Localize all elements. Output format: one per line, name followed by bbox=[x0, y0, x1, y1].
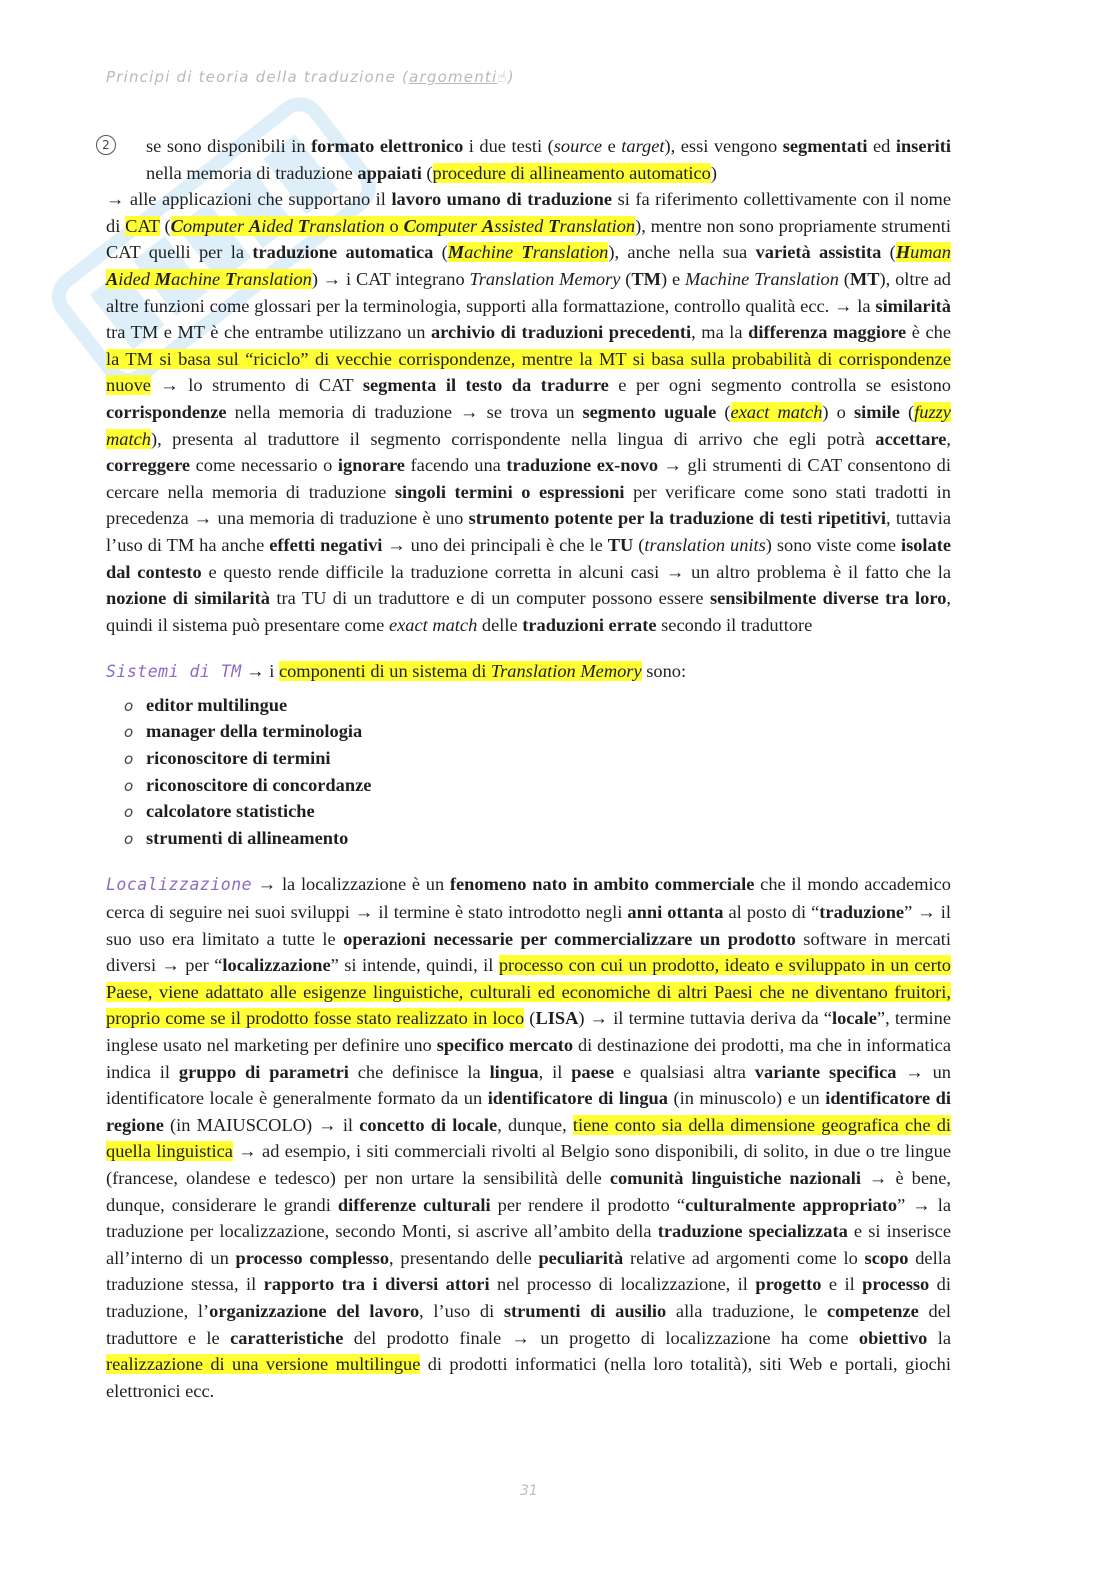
circle-bullet-icon: o bbox=[124, 750, 134, 769]
localizzazione-text: → la localizzazione è un fenomeno nato in ambito commerciale che il mondo accademico cerca di seguire nei suoi sviluppi → il termine è stato introdotto negli anni ottanta al posto di “traduzione” → il suo uso era limitato a tutte le operazioni necessarie per commercializzare un prodotto software in mercati diversi → per “localizzazione” si intende, quindi, il processo con cui un prodotto, ideato e sviluppato in un certo Paese, viene adattato alle esigenze linguistiche, culturali ed economiche di altri Paesi che ne diventano fruitori, proprio come se il prodotto fosse stato realizzato in loco (LISA) → il termine tuttavia deriva da “locale”, termine inglese usato nel marketing per definire uno specifico mercato di destinazione dei prodotti, ma che in informatica indica il gruppo di parametri che definisce la lingua, il paese e qualsiasi altra variante specifica → un identificatore locale è generalmente formato da un identificatore di lingua (in minuscolo) e un identificatore di regione (in MAIUSCOLO) → il concetto di locale, dunque, tiene conto sia della dimensione geografica che di quella linguistica → ad esempio, i siti commerciali rivolti al Belgio sono disponibili, di solito, in due o tre lingue (francese, olandese e tedesco) per non urtare la sensibilità delle comunità linguistiche nazionali → è bene, dunque, considerare le grandi differenze culturali per rendere il prodotto “culturalmente appropriato” → la traduzione per localizzazione, secondo Monti, si ascrive all’ambito della traduzione specializzata e si inserisce all’interno di un processo complesso, presentando delle peculiarità relative ad argomenti come lo scopo della traduzione stessa, il rapporto tra i diversi attori nel processo di localizzazione, il progetto e il processo di traduzione, l’organizzazione del lavoro, l’uso di strumenti di ausilio alla traduzione, le competenze del traduttore e le caratteristiche del prodotto finale → un progetto di localizzazione ha come obiettivo la realizzazione di una versione multilingue di prodotti informatici (nella loro totalità), siti Web e portali, giochi elettronici ecc. bbox=[106, 874, 952, 1401]
list-item bbox=[124, 772, 951, 799]
circle-bullet-icon: o bbox=[124, 723, 134, 742]
circle-bullet-icon: o bbox=[124, 829, 134, 848]
page-header bbox=[106, 68, 515, 86]
numbered-paragraph bbox=[102, 133, 952, 186]
circle-bullet-icon: o bbox=[124, 696, 134, 715]
paragraph-number-badge: 2 bbox=[96, 135, 116, 155]
circle-bullet-icon: o bbox=[124, 803, 134, 822]
list-item-text: strumenti di allineamento bbox=[146, 827, 349, 848]
page-number: 31 bbox=[520, 1483, 538, 1499]
paragraph-localizzazione bbox=[106, 871, 951, 1404]
list-item-text: manager della terminologia bbox=[146, 721, 363, 742]
document-body bbox=[102, 133, 952, 1404]
pointing-hand-icon: ☝ bbox=[497, 68, 508, 86]
paragraph-1-text: se sono disponibili in formato elettronico i due testi (source e target), essi vengono segmentati ed inseriti nella memoria di traduzione appaiati (procedure di allineamento automatico) bbox=[146, 136, 952, 183]
header-title-prefix: Principi di teoria della traduzione ( bbox=[106, 68, 410, 86]
list-item bbox=[124, 718, 951, 745]
header-title-suffix: ) bbox=[507, 68, 515, 86]
section-title-localizzazione: Localizzazione bbox=[106, 875, 253, 895]
section-title-tm: Sistemi di TM bbox=[106, 662, 242, 682]
list-item bbox=[124, 692, 951, 719]
circle-bullet-icon: o bbox=[124, 776, 134, 795]
list-item-text: riconoscitore di termini bbox=[146, 748, 331, 769]
list-item bbox=[124, 825, 951, 852]
tm-section-intro bbox=[106, 658, 951, 686]
tm-components-list bbox=[106, 692, 951, 852]
paragraph-cat: → alle applicazioni che supportano il lavoro umano di traduzione si fa riferimento collettivamente con il nome di CAT (Computer Aided Translation o Computer Assisted Translation), mentre non sono propriamente strumenti CAT quelli per la traduzione automatica (Machine Translation), anche nella sua varietà assistita (Human Aided Machine Translation) → i CAT integrano Translation Memory (TM) e Machine Translation (MT), oltre ad altre funzioni come glossari per la terminologia, supporti alla formattazione, controllo qualità ecc. → la similarità tra TM e MT è che entrambe utilizzano un archivio di traduzioni precedenti, ma la differenza maggiore è che la TM si basa sul “riciclo” di vecchie corrispondenze, mentre la MT si basa sulla probabilità di corrispondenze nuove → lo strumento di CAT segmenta il testo da tradurre e per ogni segmento controlla se esistono corrispondenze nella memoria di traduzione → se trova un segmento uguale (exact match) o simile (fuzzy match), presenta al traduttore il segmento corrispondente nella lingua di arrivo che egli potrà accettare, correggere come necessario o ignorare facendo una traduzione ex-novo → gli strumenti di CAT consentono di cercare nella memoria di traduzione singoli termini o espressioni per verificare come sono stati tradotti in precedenza → una memoria di traduzione è uno strumento potente per la traduzione di testi ripetitivi, tuttavia l’uso di TM ha anche effetti negativi → uno dei principali è che le TU (translation units) sono viste come isolate dal contesto e questo rende difficile la traduzione corretta in alcuni casi → un altro problema è il fatto che la nozione di similarità tra TU di un traduttore e di un computer possono essere sensibilmente diverse tra loro, quindi il sistema può presentare come exact match delle traduzioni errate secondo il traduttore bbox=[106, 189, 952, 635]
list-item-text: calcolatore statistiche bbox=[146, 801, 315, 822]
header-title-link[interactable]: argomenti bbox=[409, 68, 498, 86]
tm-section-intro-text: → i componenti di un sistema di Translation Memory sono: bbox=[241, 661, 687, 682]
list-item bbox=[124, 745, 951, 772]
list-item-text: riconoscitore di concordanze bbox=[146, 774, 372, 795]
list-item bbox=[124, 798, 951, 825]
list-item-text: editor multilingue bbox=[146, 694, 288, 715]
